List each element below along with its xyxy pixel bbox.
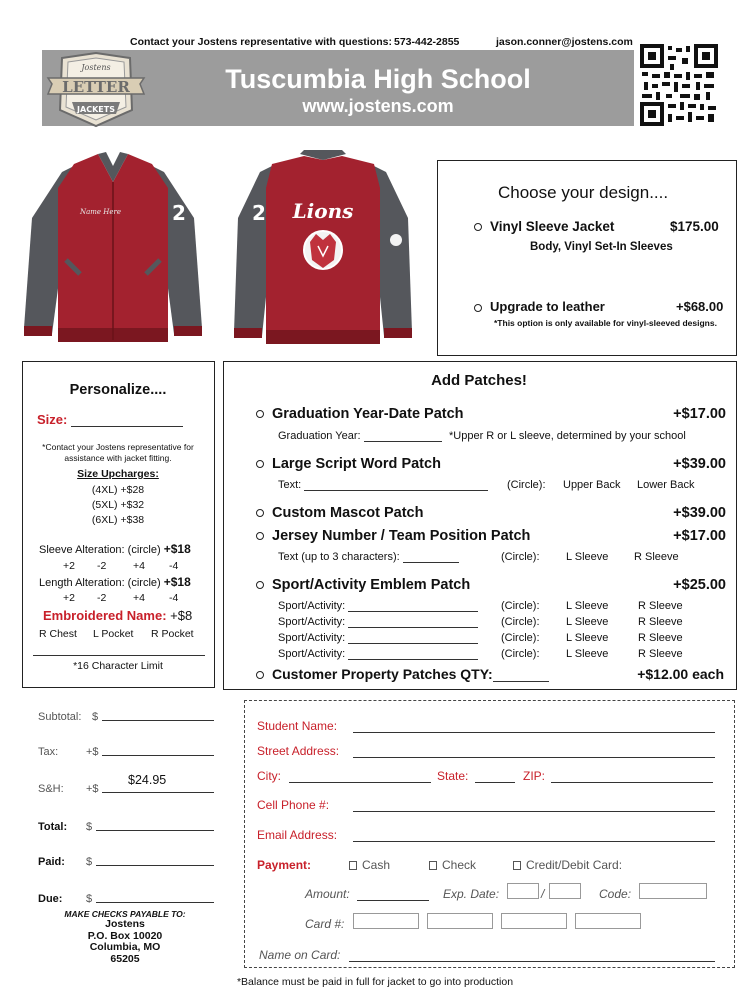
fitting-note: *Contact your Jostens representative for assistance with jacket fitting. <box>42 442 194 463</box>
student-name-label: Student Name: <box>257 719 338 733</box>
sh-value: $24.95 <box>128 773 167 787</box>
jacket-front-image <box>22 148 204 354</box>
cell-phone-label: Cell Phone #: <box>257 798 330 812</box>
script-patch-price: +$39.00 <box>673 456 726 472</box>
amount-input[interactable] <box>357 900 429 901</box>
student-order-form <box>244 700 735 968</box>
zip-input[interactable] <box>551 782 713 783</box>
sport-circle-1: (Circle): <box>501 600 540 612</box>
logo-top-text: LETTER <box>62 78 130 96</box>
vinyl-price: $175.00 <box>670 219 719 234</box>
sport-circle-4: (Circle): <box>501 648 540 660</box>
exp-separator: / <box>541 887 545 901</box>
checkbox-icon <box>513 861 521 870</box>
payment-label: Payment: <box>257 858 312 872</box>
size-field[interactable]: Size: <box>37 412 183 427</box>
mascot-patch-price: +$39.00 <box>673 505 726 521</box>
email-address-input[interactable] <box>353 841 715 842</box>
email-address-label: Email Address: <box>257 828 338 842</box>
checkbox-icon <box>349 861 357 870</box>
sh-label: S&H: <box>38 783 64 795</box>
contact-prompt: Contact your Jostens representative with questions: <box>130 36 392 48</box>
tax-label: Tax: <box>38 746 59 758</box>
back-script-word: Lions <box>292 199 354 223</box>
amount-label: Amount: <box>305 887 350 901</box>
leather-option[interactable]: Upgrade to leather <box>474 299 605 314</box>
subtotal-field[interactable] <box>102 720 214 721</box>
sleeve-alteration: Sleeve Alteration: (circle) +$18 <box>39 542 191 556</box>
leather-note: *This option is only available for vinyl-sleeved designs. <box>494 318 717 328</box>
script-upper-back[interactable]: Upper Back <box>563 479 621 491</box>
subtotal-label: Subtotal: <box>38 711 82 723</box>
security-code-input[interactable] <box>639 883 707 899</box>
qr-code-icon[interactable] <box>640 44 718 126</box>
card-option[interactable]: Credit/Debit Card: <box>513 858 622 872</box>
jersey-patch-price: +$17.00 <box>673 528 726 544</box>
personalize-box: Personalize.... Size: *Contact your Jostens representative for assistance with jacket fitting. Size Upcharges: (4XL) +$28 (5XL) +$32 (6XL) +$38 Sleeve Alteration: (circle) +$18 +2 -2 +4 -4 Length Alteration: (circle) +$18 +2 -2 +4 -4 Embroidered Name: +$8 R Chest L Pocket R Pocket *16 Character Limit <box>22 361 215 688</box>
script-text-field[interactable]: Text: <box>278 479 488 491</box>
jersey-circle-label: (Circle): <box>501 551 540 563</box>
embroidered-name: Embroidered Name: +$8 <box>43 608 193 623</box>
embroidered-name-line[interactable] <box>33 655 205 656</box>
cash-option[interactable]: Cash <box>349 858 390 872</box>
sport-circle-2: (Circle): <box>501 616 540 628</box>
zip-label: ZIP: <box>523 769 546 783</box>
sport-l-sleeve-1[interactable]: L Sleeve <box>566 600 609 612</box>
front-name-script: Name Here <box>80 208 122 216</box>
script-circle-label: (Circle): <box>507 479 546 491</box>
radio-circle-icon <box>256 532 264 540</box>
sport-l-sleeve-3[interactable]: L Sleeve <box>566 632 609 644</box>
sport-r-sleeve-3[interactable]: R Sleeve <box>638 632 683 644</box>
sport-field-4[interactable]: Sport/Activity: <box>278 648 478 660</box>
sh-symbol: +$ <box>86 783 99 795</box>
checkbox-icon <box>429 861 437 870</box>
school-name: Tuscumbia High School <box>225 64 531 94</box>
design-title: Choose your design.... <box>498 183 669 202</box>
total-field[interactable] <box>96 830 214 831</box>
sport-l-sleeve-2[interactable]: L Sleeve <box>566 616 609 628</box>
check-option[interactable]: Check <box>429 858 476 872</box>
street-address-input[interactable] <box>353 757 715 758</box>
street-address-label: Street Address: <box>257 744 340 758</box>
sport-r-sleeve-1[interactable]: R Sleeve <box>638 600 683 612</box>
paid-label: Paid: <box>38 856 65 868</box>
exp-year-input[interactable] <box>549 883 581 899</box>
exp-date-label: Exp. Date: <box>443 887 500 901</box>
name-on-card-label: Name on Card: <box>259 948 341 962</box>
logo-bottom-text: JACKETS <box>77 105 115 114</box>
state-label: State: <box>437 769 469 783</box>
upcharge-5xl: (5XL) +$32 <box>91 499 145 511</box>
sport-patch-price: +$25.00 <box>673 577 726 593</box>
jersey-text-field[interactable]: Text (up to 3 characters): <box>278 551 459 563</box>
mailing-address: Jostens P.O. Box 10020 Columbia, MO 65205 <box>87 918 163 965</box>
paid-symbol: $ <box>86 856 93 868</box>
radio-circle-icon <box>256 410 264 418</box>
total-label: Total: <box>38 821 68 833</box>
script-patch-option[interactable]: Large Script Word Patch <box>256 456 441 472</box>
letter-jackets-logo <box>44 52 148 128</box>
mascot-patch-option[interactable]: Custom Mascot Patch <box>256 505 423 521</box>
sport-r-sleeve-2[interactable]: R Sleeve <box>638 616 683 628</box>
grad-year-field[interactable]: Graduation Year: <box>278 430 442 442</box>
contact-phone[interactable]: 573-442-2855 <box>394 36 460 48</box>
name-on-card-input[interactable] <box>349 961 715 962</box>
grad-patch-option[interactable]: Graduation Year-Date Patch <box>256 406 464 422</box>
upcharge-4xl: (4XL) +$28 <box>91 484 145 496</box>
radio-circle-icon <box>256 509 264 517</box>
paid-field[interactable] <box>96 865 214 866</box>
leather-price: +$68.00 <box>676 299 724 314</box>
sport-l-sleeve-4[interactable]: L Sleeve <box>566 648 609 660</box>
patches-title: Add Patches! <box>431 372 527 389</box>
jersey-r-sleeve[interactable]: R Sleeve <box>634 551 679 563</box>
contact-email[interactable]: jason.conner@jostens.com <box>496 36 633 48</box>
subtotal-symbol: $ <box>92 711 99 723</box>
card-number-group-4[interactable] <box>575 913 641 929</box>
balance-footer-note: *Balance must be paid in full for jacket to go into production <box>236 976 514 988</box>
security-code-label: Code: <box>599 887 632 901</box>
card-number-group-1[interactable] <box>353 913 419 929</box>
total-symbol: $ <box>86 821 93 833</box>
city-label: City: <box>257 769 281 783</box>
patches-box <box>223 361 737 690</box>
card-number-label: Card #: <box>305 917 345 931</box>
cell-phone-input[interactable] <box>353 811 715 812</box>
radio-circle-icon <box>256 460 264 468</box>
upcharges-title: Size Upcharges: <box>77 468 159 480</box>
student-name-input[interactable] <box>353 732 715 733</box>
state-input[interactable] <box>475 782 515 783</box>
exp-month-input[interactable] <box>507 883 539 899</box>
back-sleeve-number: 2 <box>252 201 266 225</box>
grad-patch-price: +$17.00 <box>673 406 726 422</box>
design-options-box <box>437 160 737 356</box>
customer-patch-option[interactable]: Customer Property Patches QTY: <box>256 666 549 682</box>
front-sleeve-number: 2 <box>172 201 186 225</box>
radio-circle-icon <box>256 581 264 589</box>
sport-field-1[interactable]: Sport/Activity: <box>278 600 478 612</box>
radio-circle-icon[interactable] <box>474 223 482 231</box>
jersey-l-sleeve[interactable]: L Sleeve <box>566 551 609 563</box>
jersey-patch-option[interactable]: Jersey Number / Team Position Patch <box>256 528 530 544</box>
card-number-group-3[interactable] <box>501 913 567 929</box>
logo-brand: Jostens <box>81 63 111 72</box>
sport-r-sleeve-4[interactable]: R Sleeve <box>638 648 683 660</box>
sh-field[interactable] <box>102 792 214 793</box>
due-label: Due: <box>38 893 63 905</box>
sport-circle-3: (Circle): <box>501 632 540 644</box>
due-symbol: $ <box>86 893 93 905</box>
jacket-back-image <box>232 148 414 354</box>
grad-note: *Upper R or L sleeve, determined by your school <box>449 430 686 442</box>
upcharge-6xl: (6XL) +$38 <box>91 514 145 526</box>
checks-payable-title: MAKE CHECKS PAYABLE TO: <box>64 909 186 919</box>
website-link[interactable]: www.jostens.com <box>302 96 454 116</box>
sport-field-3[interactable]: Sport/Activity: <box>278 632 478 644</box>
tax-field[interactable] <box>102 755 214 756</box>
radio-circle-icon <box>256 671 264 679</box>
length-alteration: Length Alteration: (circle) +$18 <box>39 575 191 589</box>
due-field[interactable] <box>96 902 214 903</box>
customer-patch-price: +$12.00 each <box>637 666 724 682</box>
vinyl-subtitle: Body, Vinyl Set-In Sleeves <box>530 241 673 253</box>
sport-field-2[interactable]: Sport/Activity: <box>278 616 478 628</box>
radio-circle-icon[interactable] <box>474 304 482 312</box>
city-input[interactable] <box>289 782 431 783</box>
sport-patch-option[interactable]: Sport/Activity Emblem Patch <box>256 577 470 593</box>
personalize-title: Personalize.... <box>69 382 167 398</box>
script-lower-back[interactable]: Lower Back <box>637 479 695 491</box>
character-limit: *16 Character Limit <box>73 660 163 672</box>
tax-symbol: +$ <box>86 746 99 758</box>
vinyl-option[interactable]: Vinyl Sleeve Jacket <box>474 219 614 234</box>
card-number-group-2[interactable] <box>427 913 493 929</box>
